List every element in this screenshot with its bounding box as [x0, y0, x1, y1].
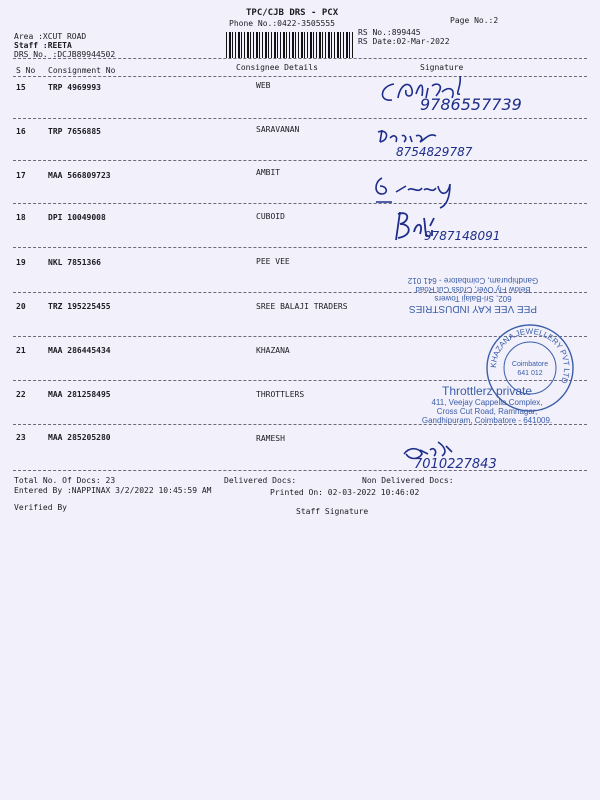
phone-number: Phone No.:0422-3505555: [229, 19, 335, 28]
signature-row-17: [366, 172, 476, 212]
row-sno: 18: [16, 213, 26, 222]
row-consignee: RAMESH: [256, 434, 285, 443]
stamp-line: 411, Veejay Cappella Complex,: [431, 398, 543, 407]
column-header-consignee: Consignee Details: [236, 63, 318, 72]
area-field: Area :XCUT ROAD: [14, 32, 87, 41]
stamp-center-text: 641 012: [517, 370, 543, 377]
row-consignment: DPI 10049008: [48, 213, 106, 222]
stamp-line: Cross Cut Road, Ramnagar,: [436, 407, 538, 416]
row-consignment: MAA 286445434: [48, 346, 111, 355]
row-consignment: MAA 566809723: [48, 171, 111, 180]
stamp-center-text: Coimbatore: [511, 361, 549, 368]
stamp-line: Below Fly Over, Cross Cut Road: [415, 285, 531, 294]
handwritten-phone: 9786557739: [420, 95, 522, 114]
document-title: TPC/CJB DRS - PCX: [246, 8, 339, 18]
row-sno: 17: [16, 171, 26, 180]
handwritten-phone: 9787148091: [424, 229, 501, 243]
row-sno: 21: [16, 346, 26, 355]
row-consignment: MAA 285205280: [48, 433, 111, 442]
signature-row-15: [376, 68, 522, 120]
staff-signature-label: Staff Signature: [296, 507, 369, 516]
row-consignment: MAA 281258495: [48, 390, 111, 399]
signature-row-18: [390, 208, 530, 254]
delivered-docs: Delivered Docs:: [224, 476, 297, 485]
stamp-ring-text: KHAZANA JEWELLERY PVT LTD: [488, 326, 572, 385]
row-consignee: PEE VEE: [256, 257, 290, 266]
row-sno: 22: [16, 390, 26, 399]
signature-row-16: [374, 124, 504, 164]
rs-date: RS Date:02-Mar-2022: [358, 37, 450, 46]
barcode: [226, 32, 354, 58]
verified-by-label: Verified By: [14, 503, 67, 512]
page-number: Page No.:2: [450, 16, 499, 25]
row-consignee: SREE BALAJI TRADERS: [256, 302, 348, 311]
row-consignee: KHAZANA: [256, 346, 290, 355]
column-header-signature: Signature: [420, 63, 464, 72]
printed-on: Printed On: 02-03-2022 10:46:02: [270, 488, 420, 497]
stamp-line: Gandhipuram, Coimbatore - 641009.: [421, 416, 553, 425]
row-consignment: TRP 4969993: [48, 83, 101, 92]
stamp-line: 602, Sri-Balaji Towers: [434, 294, 512, 303]
stamp-name: Throttlerz private: [441, 384, 533, 398]
row-consignment: TRP 7656885: [48, 127, 101, 136]
row-consignee: CUBOID: [256, 212, 285, 221]
non-delivered-docs: Non Delivered Docs:: [362, 476, 454, 485]
row-sno: 16: [16, 127, 26, 136]
row-consignment: NKL 7851366: [48, 258, 101, 267]
throttlerz-company-stamp: [392, 384, 582, 425]
handwritten-phone: 8754829787: [396, 145, 473, 159]
row-consignee: SARAVANAN: [256, 125, 300, 134]
staff-field: Staff :REETA: [14, 41, 72, 50]
row-consignee: THROTTLERS: [256, 390, 305, 399]
rs-number: RS No.:899445: [358, 28, 421, 37]
drs-number: DRS No. :DCJB89944502: [14, 50, 116, 59]
row-sno: 20: [16, 302, 26, 311]
column-header-consignment: Consignment No: [48, 66, 116, 75]
handwritten-phone: 7010227843: [414, 457, 497, 472]
total-docs: Total No. Of Docs: 23: [14, 476, 116, 485]
divider: [13, 58, 587, 59]
divider: [13, 203, 587, 204]
peevee-company-stamp: [368, 262, 578, 314]
signature-row-23: [400, 436, 540, 476]
row-consignee: AMBIT: [256, 168, 281, 177]
row-sno: 15: [16, 83, 26, 92]
entered-by: Entered By :NAPPINAX 3/2/2022 10:45:59 AM: [14, 486, 212, 495]
column-header-sno: S No: [16, 66, 36, 75]
row-sno: 23: [16, 433, 26, 442]
stamp-line: Gandhipuram, Coimbatore - 641 012: [407, 276, 539, 285]
row-consignee: WEB: [256, 81, 271, 90]
row-consignment: TRZ 195225455: [48, 302, 111, 311]
stamp-name: PEE VEE KAY INDUSTRIES: [409, 303, 538, 314]
row-sno: 19: [16, 258, 26, 267]
